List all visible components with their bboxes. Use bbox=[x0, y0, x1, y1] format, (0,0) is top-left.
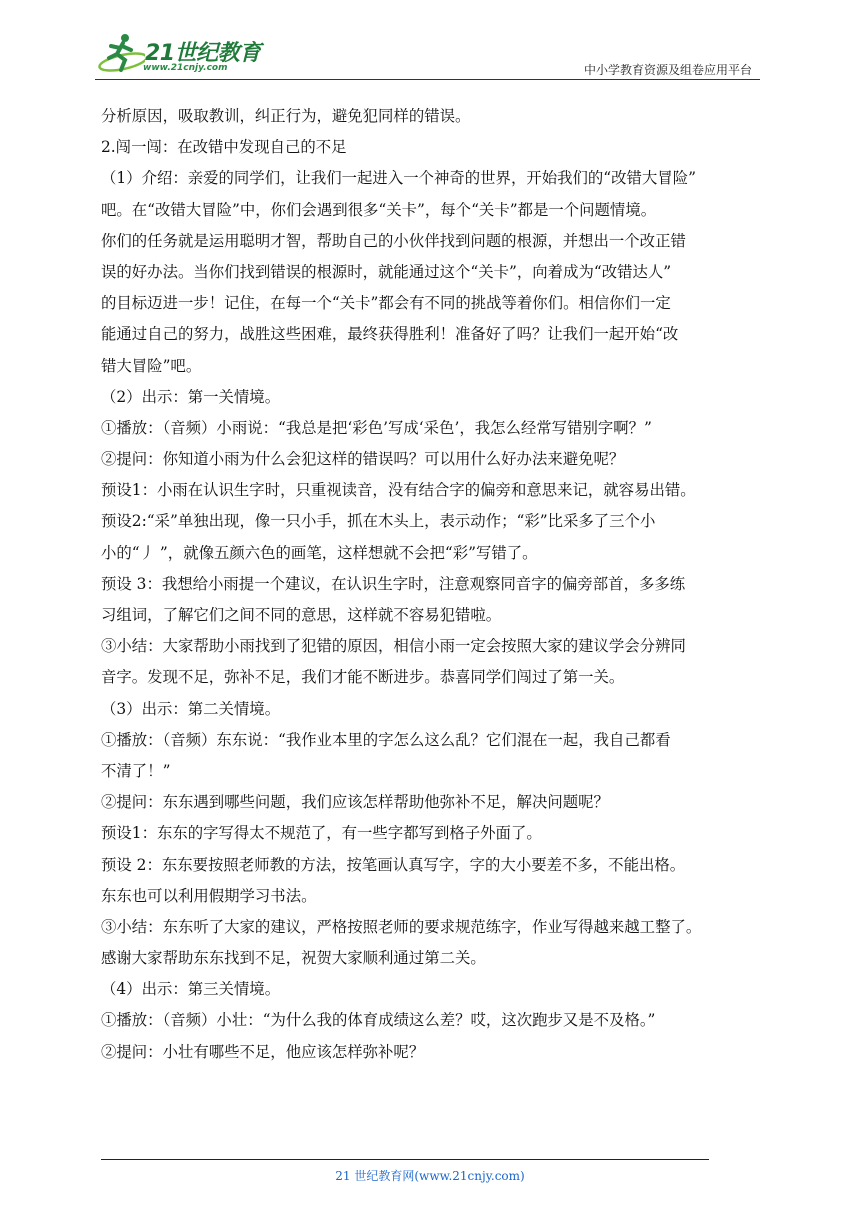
text-line: 错大冒险”吧。 bbox=[101, 356, 202, 375]
document-body bbox=[101, 101, 763, 1068]
text-line: ②提问：小壮有哪些不足，他应该怎样弥补呢？ bbox=[101, 1042, 425, 1061]
text-line: （4）出示：第三关情境。 bbox=[101, 980, 281, 999]
text-line: 预设1：小雨在认识生字时，只重视读音，没有结合字的偏旁和意思来记，就容易出错。 bbox=[101, 481, 696, 500]
page-header bbox=[95, 30, 760, 80]
text-line: 音字。发现不足，弥补不足，我们才能不断进步。恭喜同学们闯过了第一关。 bbox=[101, 668, 625, 687]
text-line: （2）出示：第一关情境。 bbox=[101, 387, 281, 406]
text-line: 分析原因，吸取教训，纠正行为，避免犯同样的错误。 bbox=[101, 107, 471, 125]
runner-icon bbox=[95, 30, 145, 80]
text-line: （3）出示：第二关情境。 bbox=[101, 699, 281, 718]
page-footer[interactable]: 21 世纪教育网(www.21cnjy.com) bbox=[335, 1169, 525, 1183]
text-line: 误的好办法。当你们找到错误的根源时，就能通过这个“关卡”，向着成为“改错达人” bbox=[101, 262, 672, 281]
section-heading: 2.闯一闯：在改错中发现自己的不足 bbox=[101, 138, 347, 157]
logo-text: 21世纪教育 bbox=[145, 41, 261, 66]
text-line: ①播放：（音频）小雨说：“我总是把‘彩色’写成‘采色’，我怎么经常写错别字啊？” bbox=[101, 418, 652, 437]
site-logo[interactable] bbox=[95, 30, 265, 80]
text-line: 吧。在“改错大冒险”中，你们会遇到很多“关卡”，每个“关卡”都是一个问题情境。 bbox=[101, 200, 657, 219]
text-line: ②提问：东东遇到哪些问题，我们应该怎样帮助他弥补不足，解决问题呢？ bbox=[101, 793, 609, 812]
text-line: 不清了！” bbox=[101, 761, 171, 780]
text-line: 预设 2：东东要按照老师教的方法，按笔画认真写字，字的大小要差不多，不能出格。 bbox=[101, 855, 686, 874]
text-line: 能通过自己的努力，战胜这些困难，最终获得胜利！准备好了吗？让我们一起开始“改 bbox=[101, 325, 679, 344]
text-line: 预设1：东东的字写得太不规范了，有一些字都写到格子外面了。 bbox=[101, 824, 542, 843]
text-line: ③小结：东东听了大家的建议，严格按照老师的要求规范练字，作业写得越来越工整了。 bbox=[101, 917, 702, 936]
text-line: ②提问：你知道小雨为什么会犯这样的错误吗？可以用什么好办法来避免呢？ bbox=[101, 450, 625, 469]
text-line: ①播放：（音频）小壮：“为什么我的体育成绩这么差？哎，这次跑步又是不及格。” bbox=[101, 1011, 656, 1030]
text-line: 预设 3：我想给小雨提一个建议，在认识生字时，注意观察同音字的偏旁部首，多多练 bbox=[101, 574, 686, 593]
header-slogan: 中小学教育资源及组卷应用平台 bbox=[583, 63, 752, 77]
logo-url: www.21cnjy.com bbox=[143, 63, 228, 73]
text-line: 的目标迈进一步！记住，在每一个“关卡”都会有不同的挑战等着你们。相信你们一定 bbox=[101, 294, 671, 313]
text-line: 东东也可以利用假期学习书法。 bbox=[101, 886, 317, 905]
text-line: 你们的任务就是运用聪明才智，帮助自己的小伙伴找到问题的根源，并想出一个改正错 bbox=[101, 231, 686, 250]
header-divider bbox=[95, 79, 760, 80]
text-line: 预设2:“采”单独出现，像一只小手，抓在木头上，表示动作；“彩”比采多了三个小 bbox=[101, 512, 656, 531]
text-line: （1）介绍：亲爱的同学们，让我们一起进入一个神奇的世界，开始我们的“改错大冒险” bbox=[101, 169, 696, 188]
text-line: ①播放：（音频）东东说：“我作业本里的字怎么这么乱？它们混在一起，我自己都看 bbox=[101, 730, 671, 749]
text-line: 习组词，了解它们之间不同的意思，这样就不容易犯错啦。 bbox=[101, 606, 502, 624]
footer-divider bbox=[101, 1159, 709, 1160]
text-line: 感谢大家帮助东东找到不足，祝贺大家顺利通过第二关。 bbox=[101, 949, 486, 968]
text-line: 小的“丿 ”，就像五颜六色的画笔，这样想就不会把“彩”写错了。 bbox=[101, 543, 538, 562]
text-line: ③小结：大家帮助小雨找到了犯错的原因，相信小雨一定会按照大家的建议学会分辨同 bbox=[101, 637, 686, 656]
